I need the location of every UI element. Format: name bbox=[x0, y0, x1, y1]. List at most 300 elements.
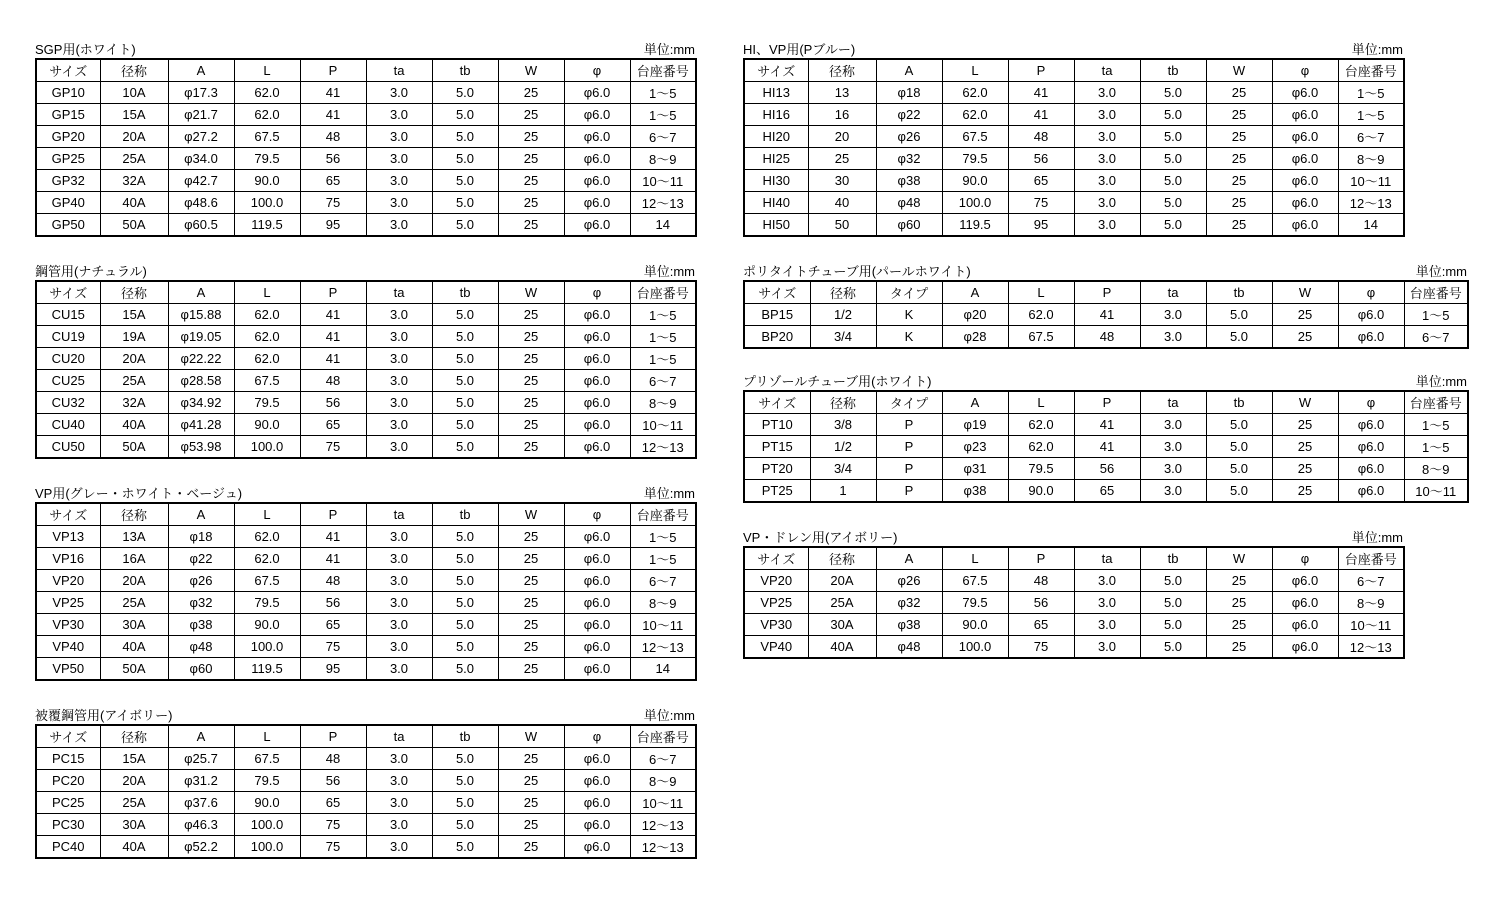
table-cell: VP20 bbox=[36, 570, 100, 592]
table-cell: φ38 bbox=[942, 480, 1008, 503]
table-cell: 25 bbox=[498, 592, 564, 614]
table-cell: 25A bbox=[100, 370, 168, 392]
table-cell: φ31 bbox=[942, 458, 1008, 480]
column-header: W bbox=[498, 281, 564, 304]
table-cell: 65 bbox=[300, 414, 366, 436]
table-cell: φ60 bbox=[876, 214, 942, 237]
column-header: ta bbox=[1140, 281, 1206, 304]
table-cell: 5.0 bbox=[432, 170, 498, 192]
table-cell: HI16 bbox=[744, 104, 808, 126]
table-cell: φ6.0 bbox=[564, 526, 630, 548]
column-header: P bbox=[300, 59, 366, 82]
table-cell: 41 bbox=[1074, 414, 1140, 436]
table-cell: 3.0 bbox=[366, 192, 432, 214]
table-header-row bbox=[36, 59, 696, 82]
table-row bbox=[744, 458, 1468, 480]
column-header: 台座番号 bbox=[630, 281, 696, 304]
table-cell: 5.0 bbox=[1206, 304, 1272, 326]
table-cell: 3.0 bbox=[366, 636, 432, 658]
table-row bbox=[36, 192, 696, 214]
table-cell: φ19.05 bbox=[168, 326, 234, 348]
table-cell: 12〜13 bbox=[630, 436, 696, 459]
table-cell: CU40 bbox=[36, 414, 100, 436]
table-header-row bbox=[744, 281, 1468, 304]
table-cell: φ52.2 bbox=[168, 836, 234, 859]
table-cell: 41 bbox=[300, 326, 366, 348]
table-cell: 3.0 bbox=[366, 348, 432, 370]
table-cell: 3.0 bbox=[1140, 326, 1206, 349]
table-row bbox=[36, 170, 696, 192]
table-cell: φ20 bbox=[942, 304, 1008, 326]
table-cell: 3/4 bbox=[810, 326, 876, 349]
table-cell: φ6.0 bbox=[1272, 592, 1338, 614]
table-cell: 25 bbox=[1206, 214, 1272, 237]
table-row bbox=[36, 658, 696, 681]
table-cell: 25 bbox=[498, 836, 564, 859]
table-cell: GP50 bbox=[36, 214, 100, 237]
column-header: サイズ bbox=[744, 391, 810, 414]
table-row bbox=[744, 636, 1404, 659]
table-row bbox=[36, 836, 696, 859]
table-cell: HI30 bbox=[744, 170, 808, 192]
table-cell: φ6.0 bbox=[564, 104, 630, 126]
table-cell: 25 bbox=[1272, 436, 1338, 458]
table-row bbox=[36, 770, 696, 792]
table-cell: 40A bbox=[100, 636, 168, 658]
table-cell: 3.0 bbox=[366, 126, 432, 148]
table-row bbox=[744, 126, 1404, 148]
table-block-vp bbox=[35, 485, 697, 681]
table-cell: 3.0 bbox=[1074, 170, 1140, 192]
table-cell: 48 bbox=[1074, 326, 1140, 349]
table-cell: 25 bbox=[498, 104, 564, 126]
table-cell: 8〜9 bbox=[630, 770, 696, 792]
table-cell: 10〜11 bbox=[630, 170, 696, 192]
table-cell: P bbox=[876, 414, 942, 436]
column-header: P bbox=[1008, 59, 1074, 82]
table-cell: 90.0 bbox=[234, 414, 300, 436]
table-cell: K bbox=[876, 326, 942, 349]
column-header: φ bbox=[1338, 281, 1404, 304]
table-cell: VP40 bbox=[744, 636, 808, 659]
column-header: A bbox=[168, 725, 234, 748]
table-cell: 5.0 bbox=[1140, 148, 1206, 170]
table-row bbox=[744, 614, 1404, 636]
table-cell: 3.0 bbox=[1140, 458, 1206, 480]
table-cell: 5.0 bbox=[1140, 614, 1206, 636]
table-row bbox=[36, 82, 696, 104]
table-cell: 3.0 bbox=[1140, 414, 1206, 436]
table-row bbox=[36, 104, 696, 126]
table-cell: φ6.0 bbox=[564, 636, 630, 658]
table-cell: 3.0 bbox=[366, 770, 432, 792]
column-header: サイズ bbox=[744, 59, 808, 82]
table-cell: 100.0 bbox=[234, 636, 300, 658]
table-cell: 25 bbox=[498, 370, 564, 392]
table-cell: 3.0 bbox=[366, 170, 432, 192]
table-cell: 50A bbox=[100, 658, 168, 681]
table-cell: 1〜5 bbox=[630, 548, 696, 570]
table-cell: 6〜7 bbox=[630, 370, 696, 392]
table-cell: 5.0 bbox=[432, 214, 498, 237]
column-header: L bbox=[1008, 281, 1074, 304]
table-cell: φ18 bbox=[876, 82, 942, 104]
column-header: 台座番号 bbox=[1338, 59, 1404, 82]
spec-table bbox=[35, 280, 697, 459]
table-cell: 79.5 bbox=[234, 392, 300, 414]
table-cell: φ6.0 bbox=[564, 658, 630, 681]
table-cell: P bbox=[876, 436, 942, 458]
table-header-bar bbox=[743, 41, 1403, 58]
table-cell: 75 bbox=[300, 436, 366, 459]
table-cell: φ34.92 bbox=[168, 392, 234, 414]
column-header: A bbox=[168, 281, 234, 304]
table-cell: HI25 bbox=[744, 148, 808, 170]
table-cell: 100.0 bbox=[942, 192, 1008, 214]
table-cell: 3.0 bbox=[1074, 104, 1140, 126]
table-cell: φ6.0 bbox=[564, 792, 630, 814]
table-cell: 20A bbox=[100, 348, 168, 370]
table-cell: 5.0 bbox=[432, 304, 498, 326]
table-cell: PC40 bbox=[36, 836, 100, 859]
table-cell: 25A bbox=[100, 592, 168, 614]
table-cell: 20A bbox=[100, 770, 168, 792]
table-cell: 3.0 bbox=[1074, 570, 1140, 592]
table-cell: φ6.0 bbox=[564, 836, 630, 859]
table-cell: VP50 bbox=[36, 658, 100, 681]
table-row bbox=[744, 82, 1404, 104]
table-cell: 62.0 bbox=[234, 348, 300, 370]
table-cell: 119.5 bbox=[234, 214, 300, 237]
table-cell: φ6.0 bbox=[564, 392, 630, 414]
table-cell: 90.0 bbox=[234, 170, 300, 192]
table-cell: 48 bbox=[300, 748, 366, 770]
table-cell: φ6.0 bbox=[564, 748, 630, 770]
column-header: 径称 bbox=[808, 59, 876, 82]
table-cell: BP20 bbox=[744, 326, 810, 349]
table-cell: 3.0 bbox=[1074, 592, 1140, 614]
column-header: サイズ bbox=[36, 503, 100, 526]
table-header-bar bbox=[35, 41, 695, 58]
table-header-row bbox=[36, 503, 696, 526]
table-cell: 25 bbox=[1206, 192, 1272, 214]
table-cell: 3.0 bbox=[1074, 214, 1140, 237]
column-header: tb bbox=[1206, 281, 1272, 304]
table-cell: 5.0 bbox=[432, 614, 498, 636]
table-cell: 5.0 bbox=[1206, 458, 1272, 480]
table-cell: 56 bbox=[300, 770, 366, 792]
table-cell: φ6.0 bbox=[1272, 570, 1338, 592]
table-cell: 5.0 bbox=[432, 548, 498, 570]
table-cell: 25 bbox=[498, 304, 564, 326]
table-row bbox=[36, 748, 696, 770]
table-cell: 5.0 bbox=[1140, 170, 1206, 192]
column-header: サイズ bbox=[744, 547, 808, 570]
table-cell: 90.0 bbox=[1008, 480, 1074, 503]
table-cell: 3.0 bbox=[366, 436, 432, 459]
table-cell: 3.0 bbox=[1074, 614, 1140, 636]
table-cell: φ32 bbox=[876, 148, 942, 170]
table-cell: φ53.98 bbox=[168, 436, 234, 459]
table-cell: 32A bbox=[100, 170, 168, 192]
table-cell: φ6.0 bbox=[1272, 104, 1338, 126]
table-row bbox=[36, 148, 696, 170]
table-cell: 67.5 bbox=[1008, 326, 1074, 349]
table-cell: 3.0 bbox=[366, 214, 432, 237]
table-cell: 62.0 bbox=[1008, 304, 1074, 326]
column-header: 径称 bbox=[100, 281, 168, 304]
table-cell: φ6.0 bbox=[1338, 436, 1404, 458]
table-cell: φ6.0 bbox=[1338, 480, 1404, 503]
table-cell: 67.5 bbox=[234, 570, 300, 592]
unit-label: 単位:mm bbox=[1351, 42, 1403, 57]
table-cell: φ6.0 bbox=[564, 348, 630, 370]
column-header: 径称 bbox=[100, 59, 168, 82]
table-cell: 1〜5 bbox=[630, 304, 696, 326]
table-cell: 62.0 bbox=[234, 82, 300, 104]
table-cell: φ31.2 bbox=[168, 770, 234, 792]
table-cell: 1〜5 bbox=[1338, 82, 1404, 104]
table-cell: φ15.88 bbox=[168, 304, 234, 326]
table-cell: HI40 bbox=[744, 192, 808, 214]
table-cell: 41 bbox=[1008, 104, 1074, 126]
table-row bbox=[36, 570, 696, 592]
column-header: P bbox=[1008, 547, 1074, 570]
table-cell: 25 bbox=[498, 170, 564, 192]
table-header-row bbox=[744, 59, 1404, 82]
spec-table bbox=[35, 502, 697, 681]
table-row bbox=[36, 126, 696, 148]
table-cell: φ6.0 bbox=[564, 192, 630, 214]
table-cell: φ32 bbox=[168, 592, 234, 614]
table-cell: 79.5 bbox=[1008, 458, 1074, 480]
table-row bbox=[36, 304, 696, 326]
table-cell: 5.0 bbox=[432, 126, 498, 148]
table-row bbox=[744, 414, 1468, 436]
table-cell: 8〜9 bbox=[1404, 458, 1468, 480]
table-cell: 75 bbox=[300, 836, 366, 859]
table-block-polytight bbox=[743, 263, 1469, 349]
table-cell: 20A bbox=[100, 126, 168, 148]
table-cell: 25 bbox=[1206, 82, 1272, 104]
table-cell: φ6.0 bbox=[1272, 614, 1338, 636]
table-cell: 56 bbox=[1008, 592, 1074, 614]
column-header: 台座番号 bbox=[1338, 547, 1404, 570]
table-cell: GP25 bbox=[36, 148, 100, 170]
table-row bbox=[36, 414, 696, 436]
table-cell: 30A bbox=[100, 814, 168, 836]
table-cell: 100.0 bbox=[942, 636, 1008, 659]
table-cell: 25 bbox=[498, 192, 564, 214]
table-cell: 5.0 bbox=[1206, 414, 1272, 436]
table-cell: 5.0 bbox=[432, 748, 498, 770]
table-cell: 14 bbox=[630, 658, 696, 681]
table-cell: 6〜7 bbox=[1338, 570, 1404, 592]
column-header: W bbox=[1272, 391, 1338, 414]
table-cell: φ60 bbox=[168, 658, 234, 681]
table-cell: φ6.0 bbox=[1272, 214, 1338, 237]
table-cell: 1〜5 bbox=[1404, 436, 1468, 458]
table-cell: CU20 bbox=[36, 348, 100, 370]
table-cell: φ6.0 bbox=[564, 814, 630, 836]
column-header: 台座番号 bbox=[630, 503, 696, 526]
column-header: 径称 bbox=[100, 503, 168, 526]
table-cell: 3.0 bbox=[1074, 82, 1140, 104]
table-cell: 67.5 bbox=[234, 748, 300, 770]
column-header: ta bbox=[366, 503, 432, 526]
column-header: ta bbox=[1074, 547, 1140, 570]
table-cell: 50A bbox=[100, 436, 168, 459]
column-header: L bbox=[234, 725, 300, 748]
table-cell: CU32 bbox=[36, 392, 100, 414]
table-cell: PT15 bbox=[744, 436, 810, 458]
table-cell: φ6.0 bbox=[564, 548, 630, 570]
table-cell: VP20 bbox=[744, 570, 808, 592]
table-cell: 10〜11 bbox=[1404, 480, 1468, 503]
table-cell: 100.0 bbox=[234, 192, 300, 214]
table-cell: φ27.2 bbox=[168, 126, 234, 148]
table-cell: 1〜5 bbox=[630, 82, 696, 104]
table-cell: 30A bbox=[100, 614, 168, 636]
table-cell: φ6.0 bbox=[564, 326, 630, 348]
table-cell: HI13 bbox=[744, 82, 808, 104]
table-cell: 100.0 bbox=[234, 836, 300, 859]
table-block-copper bbox=[35, 263, 697, 459]
column-header: サイズ bbox=[36, 725, 100, 748]
table-cell: 25 bbox=[1206, 614, 1272, 636]
table-cell: 119.5 bbox=[234, 658, 300, 681]
table-cell: P bbox=[876, 480, 942, 503]
table-cell: 65 bbox=[300, 792, 366, 814]
table-cell: φ48.6 bbox=[168, 192, 234, 214]
column-header: P bbox=[300, 725, 366, 748]
table-cell: 8〜9 bbox=[1338, 592, 1404, 614]
table-cell: φ6.0 bbox=[1272, 126, 1338, 148]
table-cell: 67.5 bbox=[942, 126, 1008, 148]
table-cell: φ46.3 bbox=[168, 814, 234, 836]
table-cell: 10〜11 bbox=[630, 614, 696, 636]
column-header: L bbox=[942, 547, 1008, 570]
column-header: ta bbox=[366, 281, 432, 304]
table-cell: 3.0 bbox=[366, 548, 432, 570]
table-cell: 1〜5 bbox=[630, 526, 696, 548]
table-cell: 25 bbox=[498, 414, 564, 436]
table-cell: φ48 bbox=[876, 636, 942, 659]
table-cell: φ6.0 bbox=[1338, 458, 1404, 480]
table-cell: 3.0 bbox=[366, 104, 432, 126]
table-cell: φ34.0 bbox=[168, 148, 234, 170]
table-cell: BP15 bbox=[744, 304, 810, 326]
table-block-coated-steel bbox=[35, 707, 697, 859]
table-cell: 30A bbox=[808, 614, 876, 636]
table-cell: 3.0 bbox=[1140, 304, 1206, 326]
column-header: W bbox=[1206, 59, 1272, 82]
table-cell: VP16 bbox=[36, 548, 100, 570]
table-cell: φ18 bbox=[168, 526, 234, 548]
table-cell: φ41.28 bbox=[168, 414, 234, 436]
table-cell: 41 bbox=[300, 82, 366, 104]
column-header: サイズ bbox=[36, 281, 100, 304]
table-cell: 3.0 bbox=[366, 370, 432, 392]
column-header: ta bbox=[1074, 59, 1140, 82]
table-cell: 62.0 bbox=[942, 104, 1008, 126]
table-cell: 1 bbox=[810, 480, 876, 503]
table-cell: 25 bbox=[1272, 414, 1338, 436]
column-header: W bbox=[1272, 281, 1338, 304]
table-cell: 3.0 bbox=[366, 304, 432, 326]
table-cell: CU25 bbox=[36, 370, 100, 392]
column-header: φ bbox=[1272, 547, 1338, 570]
table-cell: 79.5 bbox=[942, 148, 1008, 170]
table-cell: 5.0 bbox=[432, 526, 498, 548]
table-cell: 6〜7 bbox=[630, 570, 696, 592]
column-header: 台座番号 bbox=[1404, 281, 1468, 304]
column-header: tb bbox=[432, 725, 498, 748]
table-row bbox=[744, 304, 1468, 326]
spec-table bbox=[35, 58, 697, 237]
table-cell: 10〜11 bbox=[630, 414, 696, 436]
column-header: A bbox=[876, 59, 942, 82]
table-cell: 75 bbox=[300, 814, 366, 836]
table-row bbox=[36, 614, 696, 636]
table-cell: 25 bbox=[498, 814, 564, 836]
column-header: W bbox=[498, 725, 564, 748]
table-row bbox=[36, 348, 696, 370]
column-header: φ bbox=[564, 503, 630, 526]
column-header: L bbox=[942, 59, 1008, 82]
table-cell: 8〜9 bbox=[630, 148, 696, 170]
table-cell: PT25 bbox=[744, 480, 810, 503]
unit-label: 単位:mm bbox=[643, 708, 695, 723]
table-row bbox=[36, 392, 696, 414]
table-cell: 15A bbox=[100, 104, 168, 126]
table-cell: φ38 bbox=[876, 170, 942, 192]
table-cell: 5.0 bbox=[432, 348, 498, 370]
column-header: 台座番号 bbox=[630, 725, 696, 748]
table-cell: 40A bbox=[808, 636, 876, 659]
table-cell: 3.0 bbox=[1074, 192, 1140, 214]
table-cell: 3.0 bbox=[366, 814, 432, 836]
table-cell: 41 bbox=[300, 304, 366, 326]
column-header: W bbox=[498, 503, 564, 526]
table-header-bar bbox=[35, 485, 695, 502]
table-cell: 62.0 bbox=[234, 304, 300, 326]
column-header: φ bbox=[564, 725, 630, 748]
table-cell: 62.0 bbox=[234, 326, 300, 348]
table-cell: 5.0 bbox=[1140, 82, 1206, 104]
table-cell: 16 bbox=[808, 104, 876, 126]
table-cell: 25A bbox=[100, 792, 168, 814]
table-cell: 25 bbox=[498, 148, 564, 170]
table-cell: φ19 bbox=[942, 414, 1008, 436]
column-header: 径称 bbox=[808, 547, 876, 570]
table-cell: GP32 bbox=[36, 170, 100, 192]
column-header: φ bbox=[564, 281, 630, 304]
spec-table bbox=[743, 546, 1405, 659]
table-cell: CU50 bbox=[36, 436, 100, 459]
table-cell: 5.0 bbox=[432, 436, 498, 459]
table-cell: 5.0 bbox=[432, 370, 498, 392]
column-header: L bbox=[234, 503, 300, 526]
table-cell: φ6.0 bbox=[1272, 192, 1338, 214]
table-cell: φ26 bbox=[876, 570, 942, 592]
table-cell: 25 bbox=[498, 526, 564, 548]
table-cell: 79.5 bbox=[234, 592, 300, 614]
table-header-row bbox=[744, 391, 1468, 414]
table-header-bar bbox=[35, 263, 695, 280]
table-cell: φ28 bbox=[942, 326, 1008, 349]
column-header: P bbox=[300, 281, 366, 304]
